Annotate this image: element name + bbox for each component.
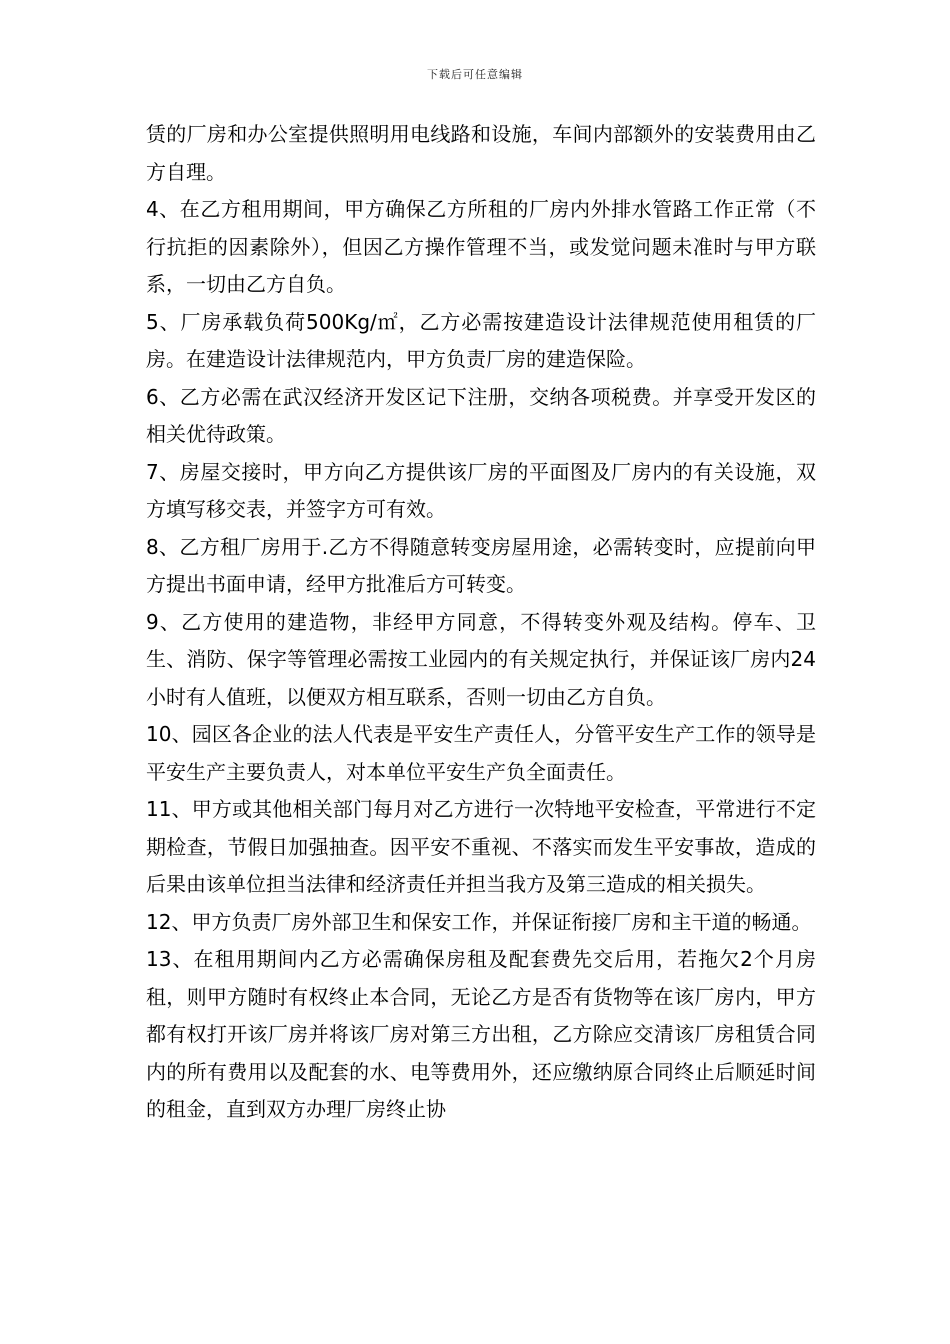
- clause-5: 5、厂房承载负荷500Kg/㎡，乙方必需按建造设计法律规范使用租赁的厂房。在建造设计法律规范内，甲方负责厂房的建造保险。: [146, 309, 816, 371]
- clause-8: 8、乙方租厂房用于.乙方不得随意转变房屋用途，必需转变时，应提前向甲方提出书面申请，经甲方批准后方可转变。: [146, 534, 816, 596]
- document-body: [146, 116, 816, 1129]
- header-note: 下载后可任意编辑: [427, 68, 523, 81]
- clause-11: 11、甲方或其他相关部门每月对乙方进行一次特地平安检查，平常进行不定期检查，节假日加强抽查。因平安不重视、不落实而发生平安事故，造成的后果由该单位担当法律和经济责任并担当我方及第三造成的相关损失。: [146, 797, 816, 896]
- clause-6: 6、乙方必需在武汉经济开发区记下注册，交纳各项税费。并享受开发区的相关优待政策。: [146, 384, 816, 446]
- clause-7: 7、房屋交接时，甲方向乙方提供该厂房的平面图及厂房内的有关设施，双方填写移交表，并签字方可有效。: [146, 459, 816, 521]
- clause-9: 9、乙方使用的建造物，非经甲方同意，不得转变外观及结构。停车、卫生、消防、保字等管理必需按工业园内的有关规定执行，并保证该厂房内24小时有人值班，以便双方相互联系，否则一切由乙方自负。: [146, 609, 816, 709]
- clause-4: 4、在乙方租用期间，甲方确保乙方所租的厂房内外排水管路工作正常（不行抗拒的因素除外），但因乙方操作管理不当，或发觉问题未准时与甲方联系，一切由乙方自负。: [146, 197, 816, 296]
- clause-12: 12、甲方负责厂房外部卫生和保安工作，并保证衔接厂房和主干道的畅通。: [146, 909, 812, 934]
- paragraph-continuation: 赁的厂房和办公室提供照明用电线路和设施，车间内部额外的安装费用由乙方自理。: [146, 122, 816, 184]
- clause-10: 10、园区各企业的法人代表是平安生产责任人，分管平安生产工作的领导是平安生产主要负责人，对本单位平安生产负全面责任。: [146, 722, 816, 784]
- clause-13: 13、在租用期间内乙方必需确保房租及配套费先交后用，若拖欠2个月房租，则甲方随时有权终止本合同，无论乙方是否有货物等在该厂房内，甲方都有权打开该厂房并将该厂房对第三方出租，乙方除应交清该厂房租赁合同内的所有费用以及配套的水、电等费用外，还应缴纳原合同终止后顺延时间的租金，直到双方办理厂房终止协: [146, 947, 816, 1121]
